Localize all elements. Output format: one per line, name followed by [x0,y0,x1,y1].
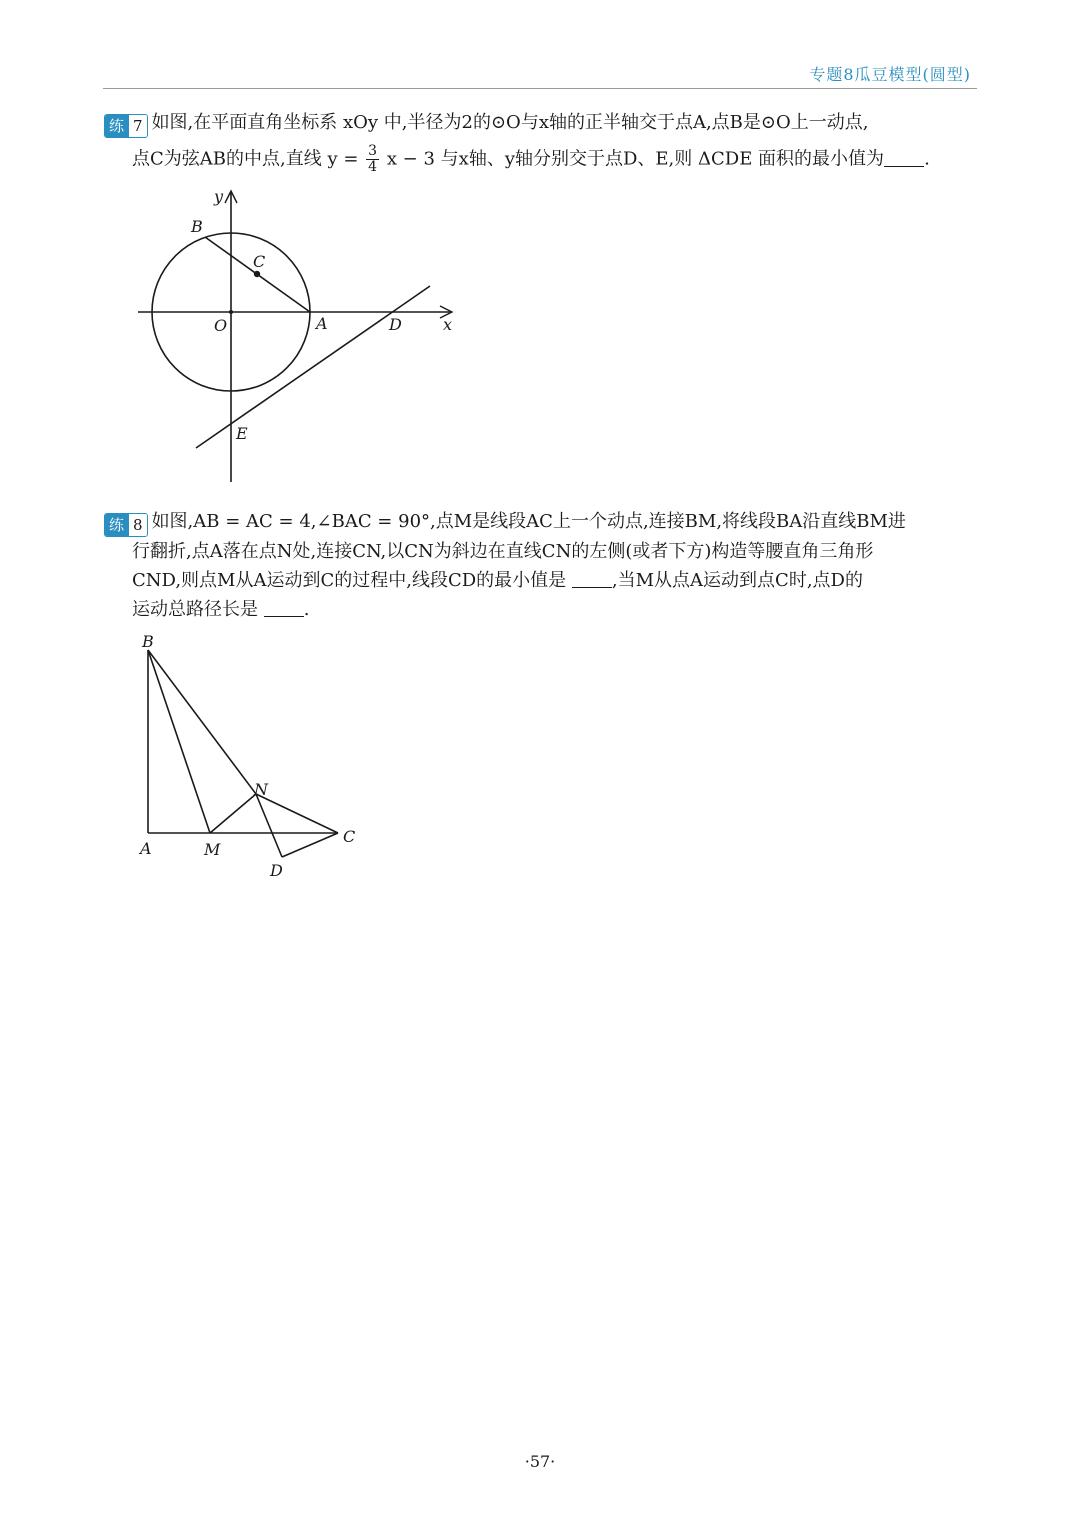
segment-bm [148,650,210,833]
page-header [103,58,977,89]
problem-7 [104,108,980,175]
answer-blank [572,571,612,588]
label-a: A [316,314,328,333]
label-n: N [254,780,268,799]
fraction-three-quarters [366,144,379,175]
problem-7-line-2-rest: x − 3 与x轴、y轴分别交于点D、E,则 ΔCDE 面积的最小值为 [386,148,885,170]
exercise-badge-label: 练 [105,115,129,137]
label-m: M [204,840,221,859]
exercise-badge-7 [104,114,148,138]
answer-blank [264,600,304,617]
problem-7-line-2-start: 点C为弦AB的中点,直线 y = [132,148,359,170]
problem-8-line-4 [104,595,980,624]
point-c [254,271,260,277]
exercise-badge-label: 练 [105,514,129,536]
problem-8-line-2: 行翻折,点A落在点N处,连接CN,以CN为斜边在直线CN的左侧(或者下方)构造等腰直角三角形 [132,541,874,562]
header-title: 专题8瓜豆模型(圆型) [809,65,971,84]
problem-8-figure [128,628,378,888]
label-c: C [253,252,266,271]
problem-8-line-3-rest: ,当M从点A运动到点C时,点D的 [611,570,863,591]
label-b: B [142,632,154,651]
segment-bn [148,650,256,794]
problem-7-figure [130,182,470,492]
answer-blank [884,150,924,167]
label-e: E [236,424,248,443]
segment-dc [282,833,338,857]
exercise-badge-8 [104,513,148,537]
exercise-badge-number: 7 [129,115,147,137]
exercise-badge-number: 8 [129,514,147,536]
problem-7-line-2-end: . [924,148,930,170]
label-d: D [270,861,283,880]
segment-mn [210,794,256,833]
problem-8-line-3-start: CND,则点M从A运动到C的过程中,线段CD的最小值是 [132,570,567,591]
problem-8 [104,507,980,624]
label-x: x [443,315,453,334]
problem-8-line-4-end: . [303,599,310,620]
problem-7-line-2 [104,144,980,175]
segment-nc [256,794,338,833]
problem-8-line-1: 如图,AB = AC = 4,∠BAC = 90°,点M是线段AC上一个动点,连接BM,将线段BA沿直线BM进 [151,511,906,532]
problem-7-line-1: 如图,在平面直角坐标系 xOy 中,半径为2的⊙O与x轴的正半轴交于点A,点B是⊙O上一动点, [151,112,869,133]
label-y: y [214,187,224,206]
point-o [229,310,233,314]
label-a: A [140,839,152,858]
problem-8-line-4-start: 运动总路径长是 [132,599,258,620]
label-o: O [214,316,228,335]
fraction-denominator: 4 [368,159,378,175]
fraction-numerator: 3 [368,143,378,159]
segment-nd [256,794,282,857]
problem-8-line-3 [104,566,980,595]
label-b: B [191,217,203,236]
label-c: C [343,827,356,846]
label-d: D [389,315,402,334]
page-number: ·57· [524,1452,556,1471]
